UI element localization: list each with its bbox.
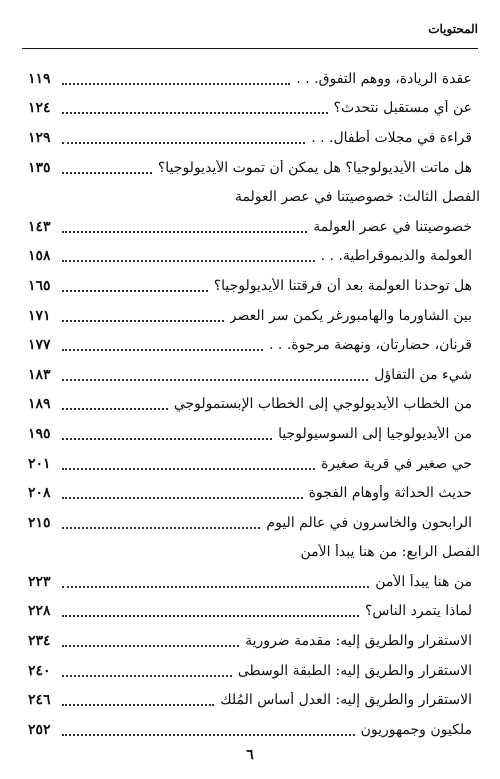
toc-entry (28, 390, 472, 420)
toc-entry-page-number: ٢٥٢ (28, 721, 51, 738)
toc-entry (28, 153, 472, 183)
toc-entry-title: العولمة والديموقراطية. . . (320, 248, 472, 265)
toc-entry-title: حي صغير في قرية صغيرة (321, 455, 472, 472)
header-rule (22, 48, 478, 49)
toc-entry (28, 626, 472, 656)
chapter-heading (28, 182, 480, 212)
dot-leader (62, 231, 307, 233)
dot-leader (62, 379, 368, 381)
dot-leader (62, 645, 239, 647)
toc-entry (28, 123, 472, 153)
dot-leader (62, 704, 214, 706)
toc-entry-title: هل توحدنا العولمة بعد أن فرقتنا الأيديولوجيا؟ (213, 277, 472, 294)
toc-entry-title: من الأيديولوجيا إلى السوسيولوجيا (278, 425, 472, 442)
toc-entry (28, 212, 472, 242)
toc-entry-title: شيء من التفاؤل (374, 366, 472, 383)
toc-entry-page-number: ١١٩ (28, 70, 51, 87)
toc-entry-title: حديث الحداثة وأوهام الفجوة (308, 485, 472, 502)
chapter-heading-title: الفصل الثالث: خصوصيتنا في عصر العولمة (234, 189, 480, 206)
toc-entry (28, 64, 472, 94)
toc-entry (28, 449, 472, 479)
toc-entry-title: الرابحون والخاسرون في عالم اليوم (266, 514, 472, 531)
toc-entry-page-number: ١٩٥ (28, 425, 51, 442)
dot-leader (62, 112, 328, 114)
dot-leader (62, 349, 263, 351)
dot-leader (62, 408, 168, 410)
toc-entry-page-number: ١٥٨ (28, 248, 51, 265)
toc-entry (28, 94, 472, 124)
toc-entry-page-number: ١٢٤ (28, 100, 51, 117)
toc-entry (28, 508, 472, 538)
toc-entry (28, 330, 472, 360)
toc-entry-page-number: ١٦٥ (28, 277, 51, 294)
toc-entry (28, 242, 472, 272)
toc-entry-title: ملكيون وجمهوريون (360, 721, 472, 738)
toc-entry (28, 597, 472, 627)
dot-leader (62, 438, 272, 440)
toc-entry-page-number: ١٧١ (28, 307, 51, 324)
dot-leader (62, 527, 260, 529)
toc-entry-page-number: ٢١٥ (28, 514, 51, 531)
toc-entry (28, 360, 472, 390)
toc-entry-page-number: ٢٣٤ (28, 633, 51, 650)
toc-entry (28, 685, 472, 715)
running-head: المحتويات (428, 22, 478, 36)
toc-entry-title: خصوصيتنا في عصر العولمة (313, 218, 472, 235)
toc-entry (28, 271, 472, 301)
toc-entry-title: عقدة الريادة، ووهم التفوق. . . (296, 70, 472, 87)
dot-leader (62, 586, 369, 588)
toc-entry-title: عن أي مستقبل نتحدث؟ (333, 100, 472, 117)
dot-leader (62, 675, 232, 677)
toc-entry (28, 419, 472, 449)
toc-entry (28, 715, 472, 745)
toc-entry-title: من هنا يبدأ الأمن (375, 573, 472, 590)
toc-entry-page-number: ٢٠١ (28, 455, 51, 472)
toc-entry-title: الاستقرار والطريق إليه: العدل أساس المُلك (220, 692, 472, 709)
toc-entry-page-number: ٢٤٠ (28, 662, 51, 679)
toc-entry-page-number: ١٢٩ (28, 129, 51, 146)
toc-entry-title: لماذا يتمرد الناس؟ (365, 603, 472, 620)
toc-entry-title: من الخطاب الأيديولوجي إلى الخطاب الإبستمولوجي (173, 396, 472, 413)
toc-entry (28, 301, 472, 331)
toc-entry-page-number: ١٧٧ (28, 337, 51, 354)
toc-entry-page-number: ٢٢٨ (28, 603, 51, 620)
toc-entry-title: الاستقرار والطريق إليه: مقدمة ضرورية (245, 633, 472, 650)
table-of-contents (28, 64, 480, 745)
page-number: ٦ (246, 747, 254, 763)
dot-leader (62, 290, 208, 292)
toc-entry-page-number: ٢٤٦ (28, 692, 51, 709)
toc-entry-title: قرنان، حضارتان، ونهضة مرجوة. . . (269, 337, 472, 354)
chapter-heading-title: الفصل الرابع: من هنا يبدأ الأمن (300, 544, 480, 561)
dot-leader (62, 468, 315, 470)
dot-leader (62, 497, 303, 499)
toc-entry-page-number: ١٤٣ (28, 218, 51, 235)
toc-entry (28, 656, 472, 686)
chapter-heading (28, 538, 480, 568)
toc-entry-title: الاستقرار والطريق إليه: الطبقة الوسطى (237, 662, 472, 679)
toc-entry-title: قراءة في مجلات أطفال. . . (311, 129, 472, 146)
toc-entry-page-number: ٢٢٣ (28, 573, 51, 590)
dot-leader (62, 260, 315, 262)
dot-leader (62, 172, 152, 174)
toc-entry (28, 567, 472, 597)
toc-entry-page-number: ١٨٩ (28, 396, 51, 413)
dot-leader (62, 142, 305, 144)
dot-leader (62, 615, 359, 617)
toc-entry-page-number: ٢٠٨ (28, 485, 51, 502)
toc-entry-title: هل ماتت الأيديولوجيا؟ هل يمكن أن تموت الأيديولوجيا؟ (157, 159, 472, 176)
toc-entry (28, 478, 472, 508)
dot-leader (62, 734, 355, 736)
toc-entry-title: بين الشاورما والهامبورغر يكمن سر العصر (229, 307, 472, 324)
dot-leader (62, 83, 290, 85)
toc-entry-page-number: ١٣٥ (28, 159, 51, 176)
toc-entry-page-number: ١٨٣ (28, 366, 51, 383)
dot-leader (62, 320, 224, 322)
